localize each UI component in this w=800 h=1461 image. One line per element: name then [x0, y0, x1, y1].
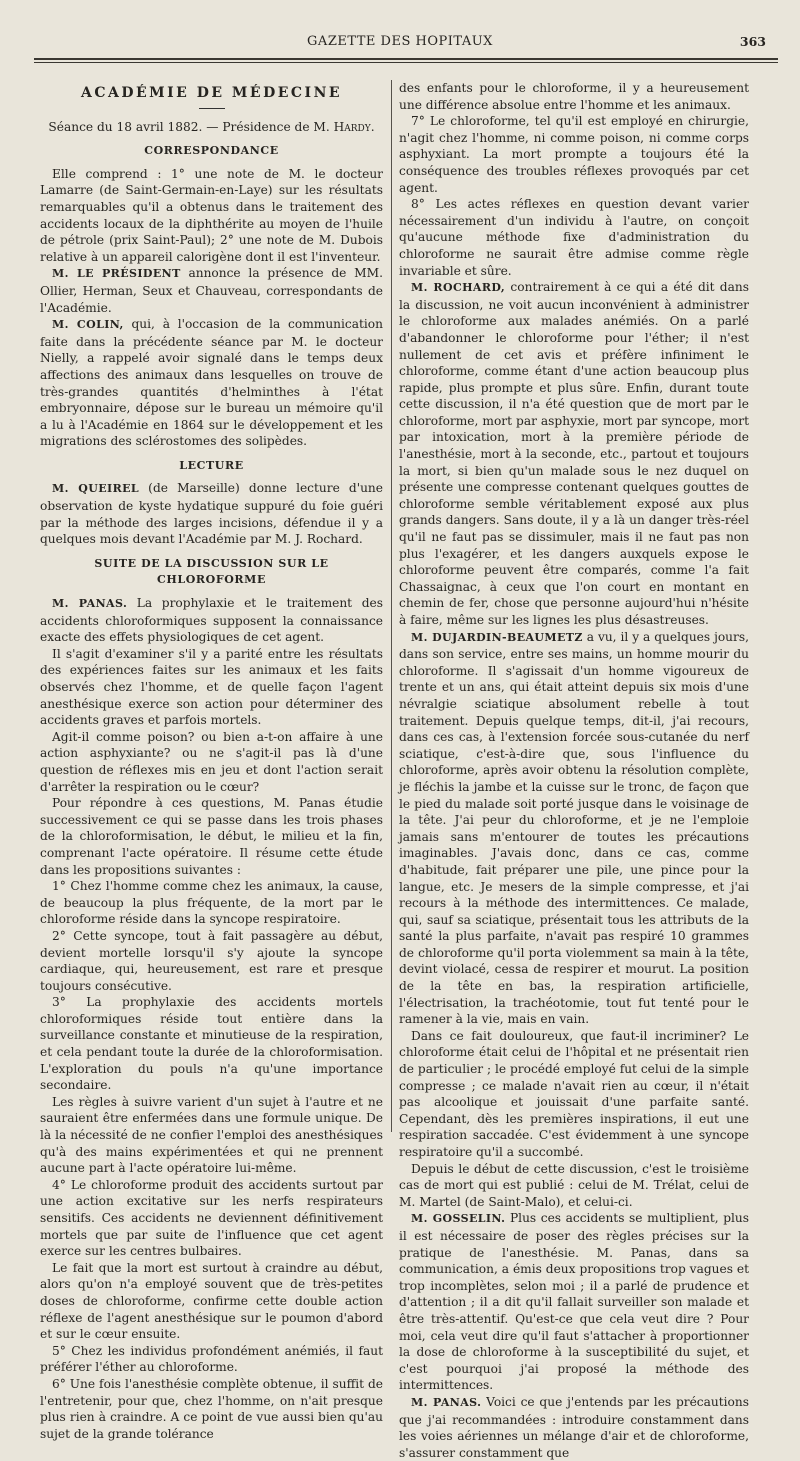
- right-column: [399, 80, 749, 1460]
- journal-title: GAZETTE DES HOPITAUX: [307, 34, 493, 49]
- paragraph: 1° Chez l'homme comme chez les animaux, la cause, de beaucoup la plus fréquente, de la mort par le chloroforme réside dans la syncope respiratoire.: [40, 879, 383, 927]
- title-rule: [199, 108, 225, 109]
- paragraph: Dans ce fait douloureux, que faut-il incriminer? Le chloroforme était celui de l'hôpital et ne présentait rien de particulier ; le procédé employé fut celui de la simple compresse ; ce malade n'avait rien au cœur, il n'était pas alcoolique et jouissait d'une parfaite santé. Cependant, dès les premières inspirations, il eut une respiration saccadée. C'est évidemment à une syncope respiratoire qu'il a succombé.: [399, 1028, 749, 1159]
- paragraph: Il s'agit d'examiner s'il y a parité entre les résultats des expériences faites sur les animaux et les faits observés chez l'homme, et de quelle façon l'agent anesthésique exerce son action pour déterminer des accidents graves et parfois mortels.: [40, 646, 383, 728]
- speaker-name: M. QUEIREL: [52, 482, 140, 496]
- paragraph: 2° Cette syncope, tout à fait passagère au début, devient mortelle lorsqu'il s'y ajoute la syncope cardiaque, qui, heureusement, est rare et presque toujours consécutive.: [40, 928, 383, 993]
- heading-lecture: LECTURE: [179, 458, 244, 472]
- paragraph: 3° La prophylaxie des accidents mortels chloroformiques réside tout entière dans la surveillance constante et minutieuse de la respiration, et cela pendant toute la durée de la chloroformisation. L'exploration du pouls n'a qu'une importance secondaire.: [40, 995, 383, 1093]
- paragraph: Pour répondre à ces questions, M. Panas étudie successivement ce qui se passe dans les trois phases de la chloroformisation, le début, le milieu et la fin, comprenant l'acte opératoire. Il résume cette étude dans les propositions suivantes :: [40, 796, 383, 877]
- paragraph: Les règles à suivre varient d'un sujet à l'autre et ne sauraient être enfermées dans une formule unique. De là la nécessité de ne confier l'emploi des anesthésiques qu'à des mains expérimentées et qui ne prennent aucune part à l'acte opératoire lui-même.: [40, 1094, 383, 1176]
- speaker-name: M. DUJARDIN-BEAUMETZ: [411, 630, 583, 644]
- heading-suite-discussion: SUITE DE LA DISCUSSION SUR LE CHLOROFORME: [94, 556, 329, 587]
- speaker-name: M. LE PRÉSIDENT: [52, 267, 181, 281]
- paragraph: M. ROCHARD, contrairement à ce qui a été dit dans la discussion, ne voit aucun inconvénient à administrer le chloroforme aux malades anémiés. On a parlé d'abandonner le chloroforme pour l'éther; il n'est nullement de cet avis et préfère infiniment le chloroforme, comme étant d'une action beaucoup plus rapide, plus prompte et plus sûre. Enfin, durant toute cette discussion, il n'a été question que de mort par le chloroforme, mort par asphyxie, mort par syncope, mort par intoxication, mort à la première période de l'anesthésie, mort à la seconde, etc., partout et toujours la mort, si bien qu'un malade sous le nez duquel on présente une compresse contenant quelques gouttes de chloroforme semble véritablement exposé aux plus grands dangers. Sans doute, il y a là un danger très-réel qu'il ne faut pas se dissimuler, mais il ne faut pas non plus l'exagérer, et les dangers auxquels expose le chloroforme peuvent être comparés, comme l'a fait Chassaignac, à ceux que l'on court en montant en chemin de fer, chose que personne aujourd'hui n'hésite à faire, même sur les lignes les plus désastreuses.: [399, 280, 749, 627]
- president-name: Hardy: [333, 119, 371, 134]
- paragraph: 6° Une fois l'anesthésie complète obtenue, il suffit de l'entretenir, pour que, chez l'homme, on n'ait presque plus rien à craindre. A ce point de vue aussi bien qu'au sujet de la grande tolérance: [40, 1376, 383, 1441]
- page-header: [0, 34, 800, 54]
- speaker-name: M. COLIN,: [52, 318, 124, 332]
- paragraph: M. PANAS. Voici ce que j'entends par les précautions que j'ai recommandées : introduire constamment dans les voies aériennes un mélange d'air et de chloroforme, s'assurer constamment que: [399, 1394, 749, 1460]
- paragraph: M. QUEIREL (de Marseille) donne lecture d'une observation de kyste hydatique suppuré du foie guéri par la méthode des larges incisions, défendue il y a quelques mois devant l'Académie par M. J. Rochard.: [40, 481, 383, 547]
- paragraph: M. GOSSELIN. Plus ces accidents se multiplient, plus il est nécessaire de poser des règles précises sur la pratique de l'anesthésie. M. Panas, dans sa communication, a émis deux propositions trop vagues et trop incomplètes, selon moi ; il a parlé de prudence et d'attention ; il a dit qu'il fallait surveiller son malade et être très-attentif. Qu'est-ce que cela veut dire ? Pour moi, cela veut dire qu'il faut s'attacher à proportionner la dose de chloroforme à la susceptibilité du sujet, et c'est pourquoi j'ai proposé la méthode des intermittences.: [399, 1211, 749, 1393]
- header-rule-thick: [34, 58, 778, 60]
- paragraph: Le fait que la mort est surtout à craindre au début, alors qu'on n'a employé souvent que de très-petites doses de chloroforme, confirme cette double action réflexe de l'agent anesthésique sur le poumon d'abord et sur le cœur ensuite.: [40, 1260, 383, 1342]
- paragraph: M. LE PRÉSIDENT annonce la présence de MM. Ollier, Herman, Seux et Chauveau, correspondants de l'Académie.: [40, 266, 384, 315]
- paragraph: des enfants pour le chloroforme, il y a heureusement une différence absolue entre l'homme et les animaux.: [399, 81, 749, 112]
- left-column: [40, 80, 384, 1441]
- paragraph: 5° Chez les individus profondément anémiés, il faut préférer l'éther au chloroforme.: [40, 1343, 383, 1375]
- paragraph: 8° Les actes réflexes en question devant varier nécessairement d'un individu à l'autre, on conçoit qu'aucune méthode fixe d'administration du chloroforme ne saurait être admise comme règle invariable et sûre.: [399, 197, 749, 278]
- speaker-name: M. GOSSELIN.: [411, 1212, 506, 1226]
- speaker-name: M. ROCHARD,: [411, 281, 506, 295]
- paragraph: Depuis le début de cette discussion, c'est le troisième cas de mort qui est publié : celui de M. Trélat, celui de M. Martel (de Saint-Malo), et celui-ci.: [399, 1161, 749, 1209]
- heading-correspondance: CORRESPONDANCE: [144, 144, 279, 158]
- section-title: ACADÉMIE DE MÉDECINE: [80, 85, 343, 101]
- paragraph: M. COLIN, qui, à l'occasion de la communication faite dans la précédente séance par M. le docteur Nielly, a rappelé avoir signalé dans le temps deux affections des animaux dans lesquelles on trouve de très-grandes quantités d'helminthes à l'état embryonnaire, dépose sur le bureau un mémoire qu'il a lu à l'Académie en 1864 sur le développement et les migrations des sclérostomes des solipèdes.: [40, 317, 383, 449]
- speaker-name: M. PANAS.: [411, 1395, 482, 1409]
- paragraph: Elle comprend : 1° une note de M. le docteur Lamarre (de Saint-Germain-en-Laye) sur les résultats remarquables qu'il a obtenus dans le traitement des accidents locaux de la diphthérite au moyen de l'huile de pétrole (prix Saint-Paul); 2° une note de M. Dubois relative à un appareil calorigène dont il est l'inventeur.: [40, 166, 383, 264]
- speaker-name: M. PANAS.: [52, 597, 128, 611]
- seance-line: Séance du 18 avril 1882. — Présidence de M. Hardy.: [48, 119, 375, 134]
- paragraph: M. DUJARDIN-BEAUMETZ a vu, il y a quelques jours, dans son service, entre ses mains, un homme mourir du chloroforme. Il s'agissait d'un homme vigoureux de trente et un ans, qui était atteint depuis six mois d'une névralgie sciatique absolument rebelle à tout traitement. Depuis quelque temps, dit-il, j'ai recours, dans ces cas, à l'extension forcée sous-cutanée du nerf sciatique, c'est-à-dire que, sous l'influence du chloroforme, après avoir obtenu la résolution complète, je fléchis la jambe et la cuisse sur le tronc, de façon que le pied du malade soit porté jusque dans le voisinage de la tête. J'ai peur du chloroforme, et je ne l'emploie jamais sans m'entourer de toutes les précautions imaginables. J'avais donc, dans ce cas, comme d'habitude, fait préparer une pile, une pince pour la langue, etc. Je mesers de la simple compresse, et j'ai recours à la méthode des intermittences. Ce malade, qui, sauf sa sciatique, présentait tous les attributs de la santé la plus parfaite, n'avait pas respiré 10 grammes de chloroforme qu'il porta violemment sa main à la tête, devint violacé, cessa de respirer et mourut. La position de la tête en bas, la respiration artificielle, l'électrisation, la trachéotomie, tout fut tenté pour le ramener à la vie, mais en vain.: [399, 629, 749, 1027]
- page-number: 363: [739, 34, 766, 49]
- paragraph: Agit-il comme poison? ou bien a-t-on affaire à une action asphyxiante? ou ne s'agit-il pas là d'une question de réflexes mis en jeu et dont l'action serait d'arrêter la respiration ou le cœur?: [40, 729, 383, 794]
- paragraph: 7° Le chloroforme, tel qu'il est employé en chirurgie, n'agit chez l'homme, ni comme poison, ni comme corps asphyxiant. La mort prompte a toujours été la conséquence des troubles réflexes provoqués par cet agent.: [399, 114, 749, 195]
- paragraph: M. PANAS. La prophylaxie et le traitement des accidents chloroformiques supposent la connaissance exacte des effets physiologiques de cet agent.: [40, 596, 383, 645]
- column-separator: [391, 80, 392, 1132]
- paragraph: 4° Le chloroforme produit des accidents surtout par une action excitative sur les nerfs respirateurs sensitifs. Ces accidents ne deviennent définitivement mortels que par suite de l'influence que cet agent exerce sur les centres bulbaires.: [40, 1177, 383, 1259]
- header-rule-thin: [34, 62, 778, 63]
